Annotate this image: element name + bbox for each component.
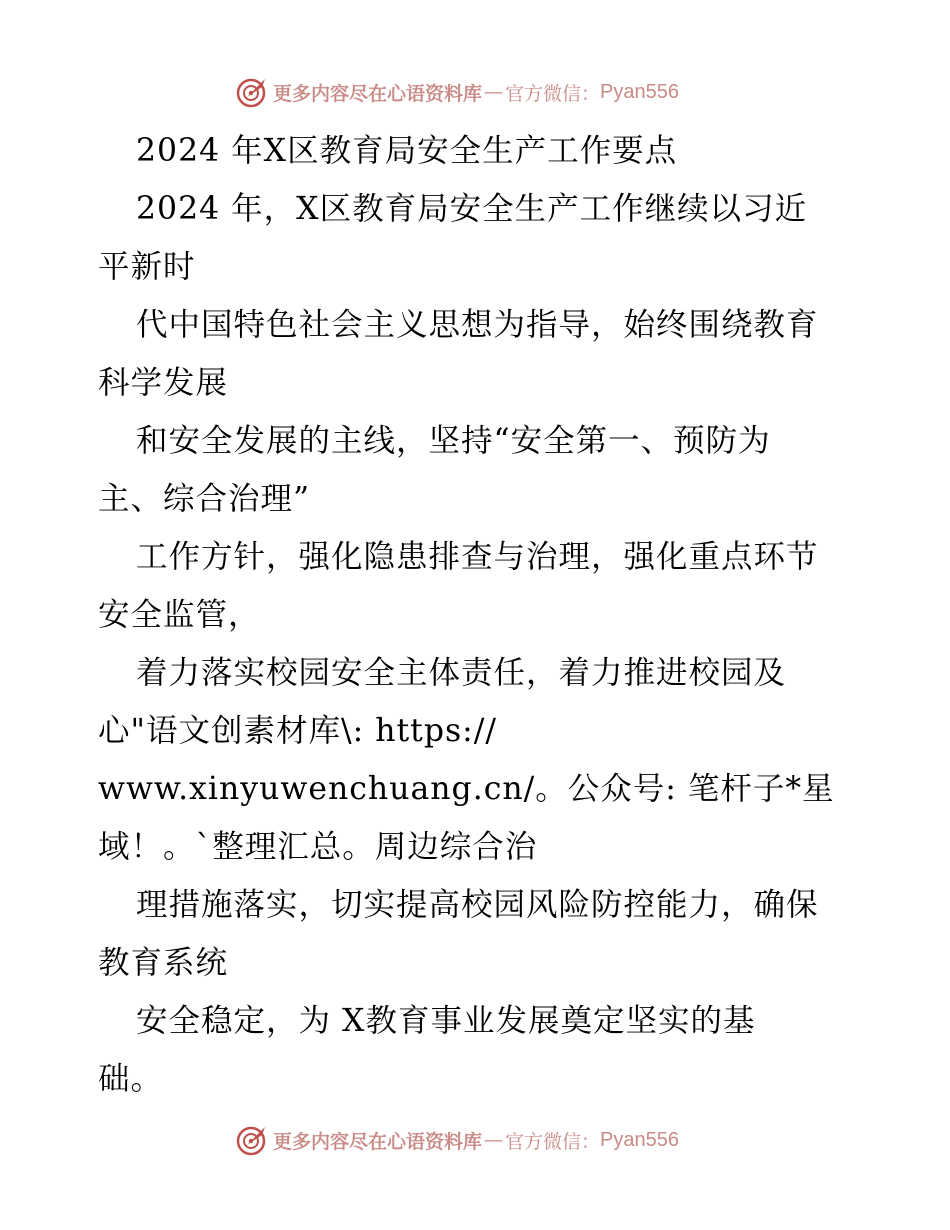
watermark-main-text: 更多内容尽在心语资料库 (273, 82, 483, 105)
text-line: 心"语文创素材库\: https:// (98, 713, 498, 749)
text-line: 平新时 (98, 249, 196, 285)
text-line: 教育系统 (98, 945, 229, 981)
text-line: 和安全发展的主线，坚持“安全第一、预防为 (136, 423, 771, 459)
quill-logo-icon (235, 75, 269, 109)
text-line: 础。 (98, 1061, 164, 1097)
watermark-dash: — (484, 1129, 504, 1151)
text-line: 理措施落实，切实提高校园风险防控能力，确保 (136, 887, 819, 923)
footer-watermark (235, 1120, 735, 1160)
text-line: 安全稳定，为 X教育事业发展奠定坚实的基 (136, 1003, 756, 1039)
watermark-main-text: 更多内容尽在心语资料库 (273, 1130, 483, 1153)
text-line: 科学发展 (98, 365, 229, 401)
text-line: 2024 年，X区教育局安全生产工作继续以习近 (136, 191, 808, 227)
document-body (98, 122, 888, 1108)
text-line: 着力落实校园安全主体责任，着力推进校园及 (136, 655, 787, 691)
text-line: 主、综合治理” (98, 481, 311, 517)
watermark-contact-label: 官方微信： (505, 82, 601, 105)
text-line: www.xinyuwenchuang.cn/。公众号: 笔杆子*星 (98, 771, 835, 807)
text-line: 代中国特色社会主义思想为指导，始终围绕教育 (136, 307, 819, 343)
document-title: 2024 年X区教育局安全生产工作要点 (136, 133, 678, 169)
quill-logo-icon (235, 1123, 269, 1157)
text-line: 工作方针，强化隐患排查与治理，强化重点环节 (136, 539, 819, 575)
header-watermark (235, 72, 735, 112)
text-line: 域！。`整理汇总。周边综合治 (98, 829, 538, 865)
watermark-dash: — (484, 81, 504, 103)
text-line: 安全监管， (98, 597, 261, 633)
watermark-contact-label: 官方微信： (505, 1130, 601, 1153)
watermark-wechat-id: Pyan556 (600, 80, 679, 103)
watermark-wechat-id: Pyan556 (600, 1128, 679, 1151)
